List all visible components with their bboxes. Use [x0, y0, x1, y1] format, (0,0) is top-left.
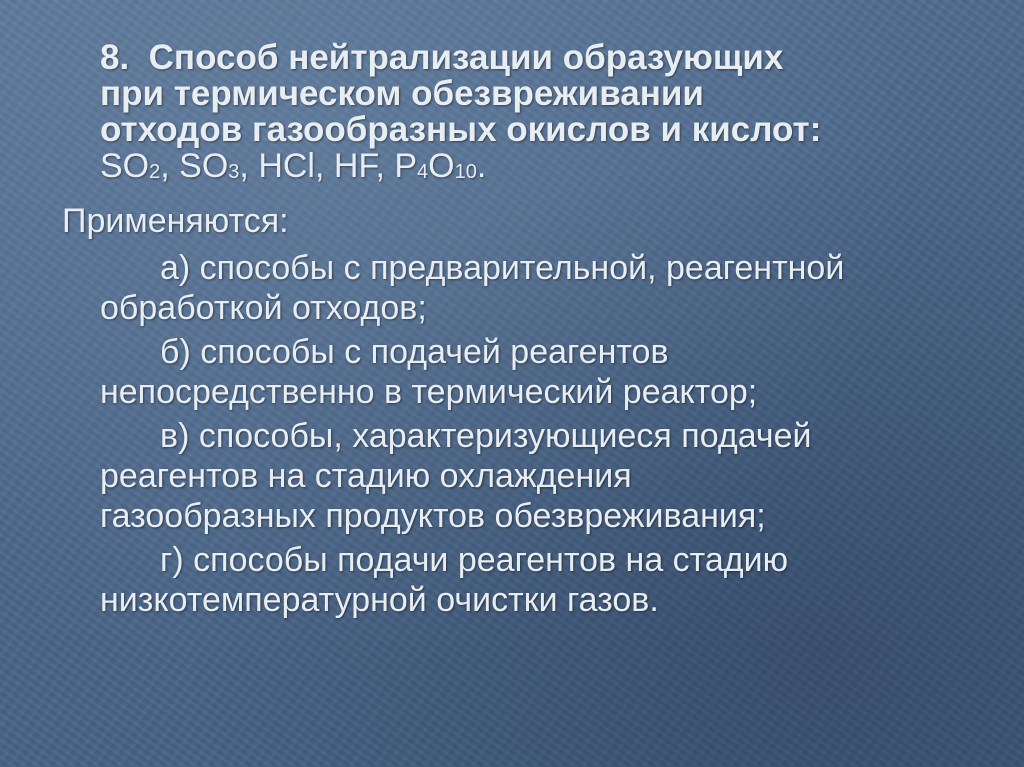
title-line-1 [100, 40, 970, 76]
title-word: при [100, 74, 165, 113]
chemical-formulas [100, 148, 970, 189]
formula-base: SO [179, 147, 229, 185]
method-item-line: газообразных продуктов обезвреживания; [100, 497, 766, 535]
method-item-line: непосредственно в термический реактор; [100, 373, 758, 411]
method-item [100, 540, 980, 620]
formula-base: P [394, 147, 418, 185]
title-word: термическом [173, 74, 402, 113]
title-number: 8. [100, 38, 130, 77]
formula-separator: , [239, 147, 259, 185]
title-line-2 [100, 76, 970, 112]
formula-base: O [428, 147, 455, 185]
formula-base: HCl [258, 147, 315, 185]
title-word: Способ [148, 38, 279, 77]
title-line-3: отходов газообразных окислов и кислот: [100, 110, 822, 149]
methods-list [100, 248, 980, 624]
method-item-line: в) способы, характеризующиеся подачей [160, 417, 812, 455]
formula-subscript: 3 [228, 161, 240, 183]
title-word: обезвреживании [411, 74, 704, 113]
formula-separator: , [375, 147, 395, 185]
method-item-line: низкотемпературной очистки газов. [100, 581, 659, 619]
formula-base: SO [100, 147, 150, 185]
formula-subscript: 2 [149, 161, 161, 183]
method-item [100, 248, 980, 328]
formula-subscript: 10 [454, 161, 477, 183]
formula-separator: . [476, 147, 487, 185]
method-item-line: обработкой отходов; [100, 289, 427, 327]
method-item [100, 332, 980, 412]
method-item-line: г) способы подачи реагентов на стадию [160, 541, 789, 579]
formula-separator: , [314, 147, 334, 185]
title-line-1-num-word [100, 38, 278, 77]
method-item-line: реагентов на стадию охлаждения [100, 457, 632, 495]
applied-label: Применяются: [62, 202, 289, 240]
title-word: нейтрализации [288, 38, 554, 77]
title-word: образующих [562, 38, 784, 77]
formula-separator: , [160, 147, 180, 185]
formula-base: HF [333, 147, 376, 185]
method-item-line: б) способы с подачей реагентов [160, 333, 669, 371]
slide-title [100, 40, 970, 189]
formula-subscript: 4 [417, 161, 429, 183]
method-item [100, 416, 980, 536]
method-item-line: а) способы с предварительной, реагентной [160, 249, 845, 287]
